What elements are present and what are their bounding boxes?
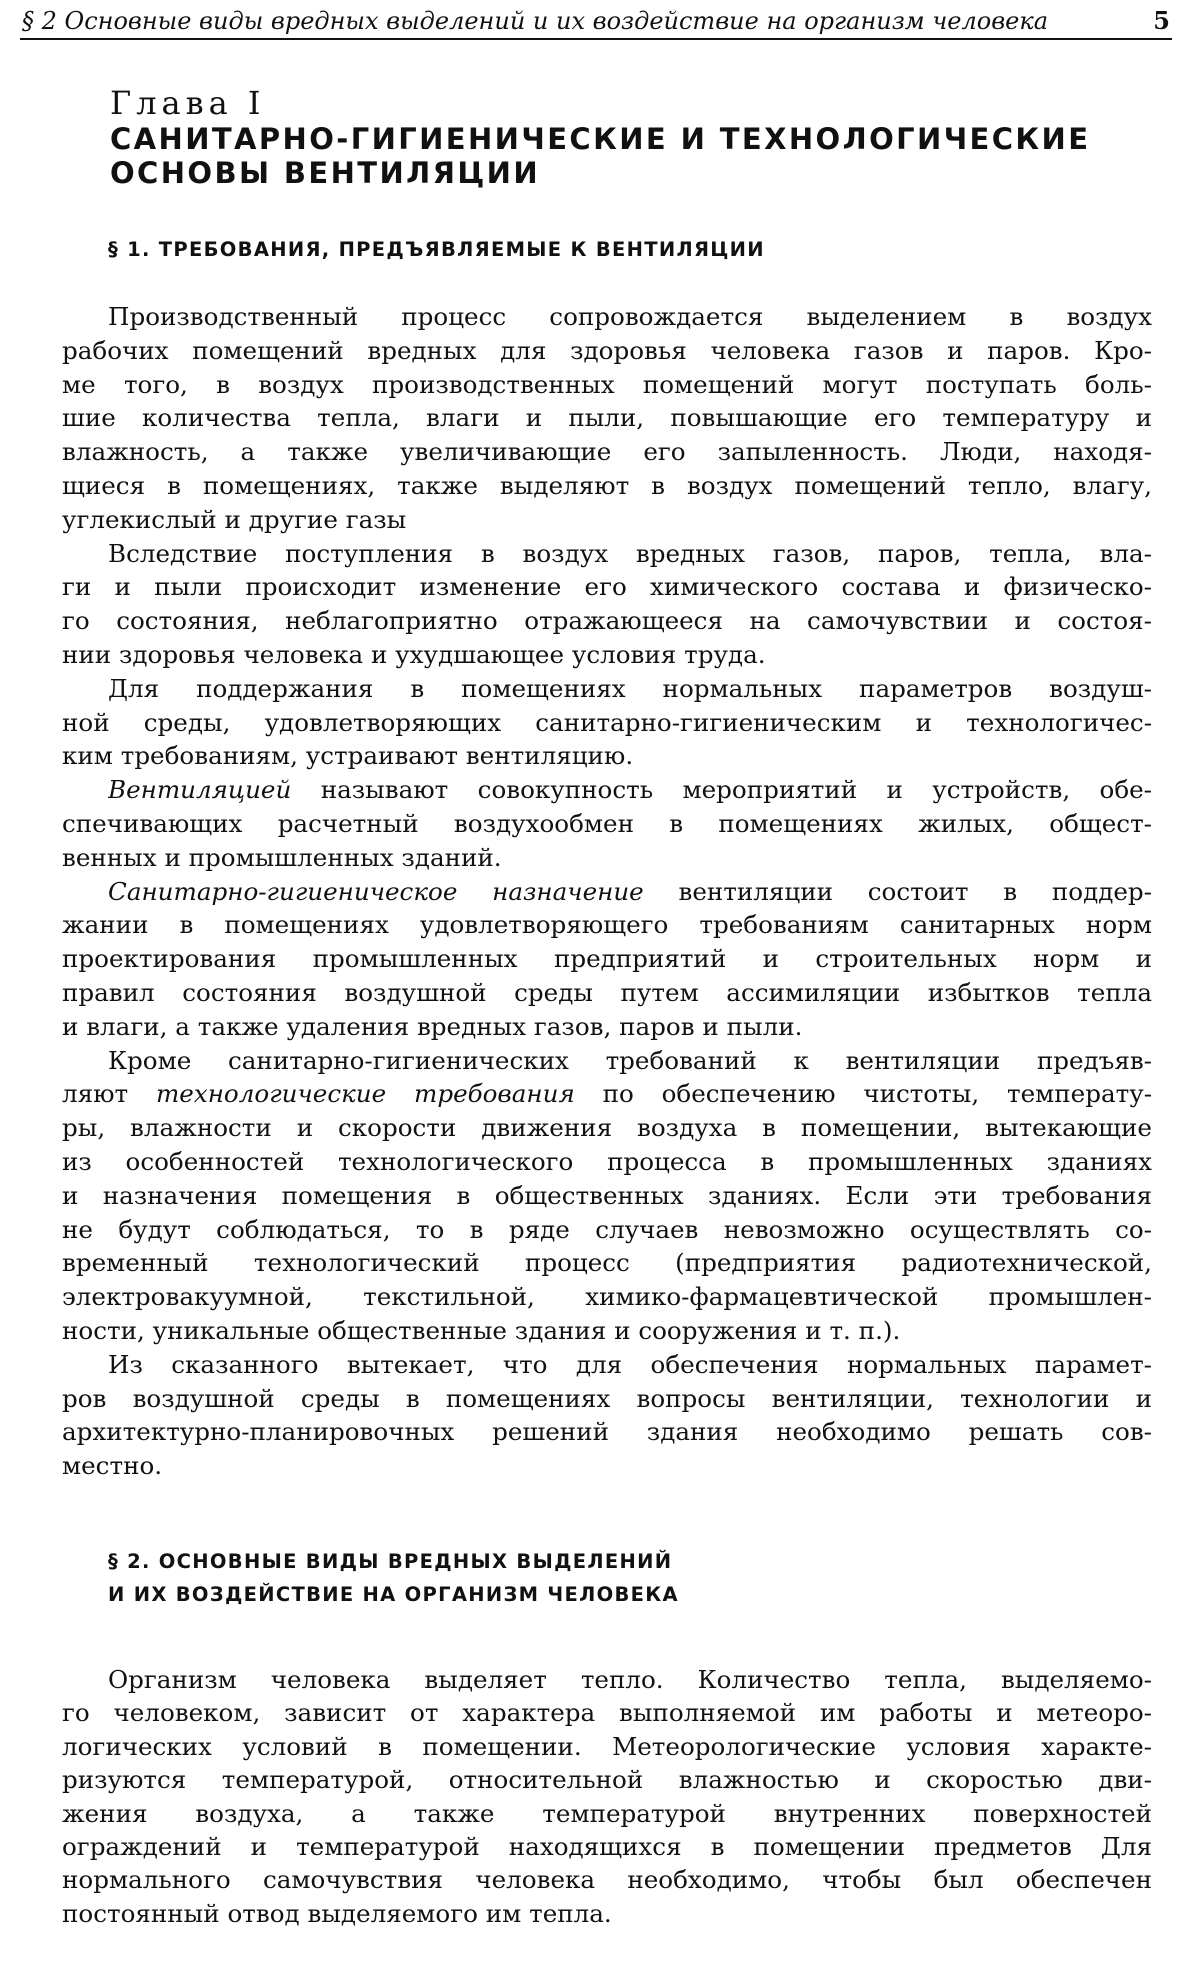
- emphasis: Санитарно-гигиеническое назначение: [108, 877, 644, 906]
- text-line: Производственный процесс сопровождается выделением в воздух: [108, 300, 1152, 334]
- text-line: из особенностей технологического процесса в промышленных зданиях: [62, 1145, 1152, 1179]
- text-line: венных и промышленных зданий.: [62, 841, 1152, 875]
- text-line: ме того, в воздух производственных помещений могут поступать боль-: [62, 368, 1152, 402]
- section-2-body: [0, 1663, 1200, 1930]
- text-line: проектирования промышленных предприятий и строительных норм и: [62, 942, 1152, 976]
- text-line: ров воздушной среды в помещениях вопросы вентиляции, технологии и: [62, 1382, 1152, 1416]
- text-line: логических условий в помещении. Метеорологические условия характе-: [62, 1730, 1152, 1763]
- section-2-heading: [108, 1545, 679, 1611]
- text-line: ности, уникальные общественные здания и сооружения и т. п.).: [62, 1314, 1152, 1348]
- text-fragment: по обеспечению чистоты, температу-: [603, 1079, 1152, 1108]
- text-line: Для поддержания в помещениях нормальных параметров воздуш-: [108, 672, 1152, 706]
- text-line: щиеся в помещениях, также выделяют в воздух помещений тепло, влагу,: [62, 469, 1152, 503]
- text-fragment: вентиляции состоит в поддер-: [678, 877, 1152, 906]
- text-line: правил состояния воздушной среды путем ассимиляции избытков тепла: [62, 976, 1152, 1010]
- text-line: [62, 1077, 1152, 1111]
- book-page: [0, 0, 1200, 1971]
- text-line: и назначения помещения в общественных зданиях. Если эти требования: [62, 1179, 1152, 1213]
- text-line: влажность, а также увеличивающие его запыленность. Люди, находя-: [62, 435, 1152, 469]
- text-fragment: называют совокупность мероприятий и устройств, обе-: [321, 775, 1152, 804]
- text-line: ги и пыли происходит изменение его химического состава и физическо-: [62, 570, 1152, 604]
- section-1-heading: [108, 233, 765, 266]
- running-head: [20, 4, 1172, 40]
- chapter-title-line: САНИТАРНО-ГИГИЕНИЧЕСКИЕ И ТЕХНОЛОГИЧЕСКИЕ: [110, 122, 1110, 156]
- section-2-heading-line: § 2. ОСНОВНЫЕ ВИДЫ ВРЕДНЫХ ВЫДЕЛЕНИЙ: [108, 1545, 679, 1578]
- emphasis: технологические требования: [156, 1079, 575, 1108]
- text-line: Из сказанного вытекает, что для обеспечения нормальных парамет-: [108, 1348, 1152, 1382]
- chapter-label: Глава I: [110, 84, 266, 122]
- text-line: и влаги, а также удаления вредных газов, паров и пыли.: [62, 1010, 1152, 1044]
- section-1-body: [0, 300, 1200, 1483]
- text-fragment: ляют: [62, 1079, 128, 1108]
- text-line: [108, 773, 1152, 807]
- text-line: спечивающих расчетный воздухообмен в помещениях жилых, общест-: [62, 807, 1152, 841]
- text-line: нормального самочувствия человека необходимо, чтобы был обеспечен: [62, 1863, 1152, 1896]
- text-line: рабочих помещений вредных для здоровья человека газов и паров. Кро-: [62, 334, 1152, 368]
- text-line: Вследствие поступления в воздух вредных газов, паров, тепла, вла-: [108, 537, 1152, 571]
- text-line: ограждений и температурой находящихся в помещении предметов Для: [62, 1830, 1152, 1863]
- text-line: жения воздуха, а также температурой внутренних поверхностей: [62, 1797, 1152, 1830]
- text-line: ризуются температурой, относительной влажностью и скоростью дви-: [62, 1763, 1152, 1796]
- text-line: постоянный отвод выделяемого им тепла.: [62, 1897, 1152, 1930]
- text-line: го состояния, неблагоприятно отражающееся на самочувствии и состоя-: [62, 604, 1152, 638]
- text-line: го человеком, зависит от характера выполняемой им работы и метеоро-: [62, 1696, 1152, 1729]
- text-line: ры, влажности и скорости движения воздуха в помещении, вытекающие: [62, 1111, 1152, 1145]
- page-number: 5: [1153, 4, 1170, 38]
- text-line: углекислый и другие газы: [62, 503, 1152, 537]
- text-line: шие количества тепла, влаги и пыли, повышающие его температуру и: [62, 401, 1152, 435]
- text-line: ной среды, удовлетворяющих санитарно-гигиеническим и технологичес-: [62, 706, 1152, 740]
- text-line: [108, 875, 1152, 909]
- section-1-heading-text: § 1. ТРЕБОВАНИЯ, ПРЕДЪЯВЛЯЕМЫЕ К ВЕНТИЛЯЦИИ: [108, 233, 765, 266]
- text-line: жании в помещениях удовлетворяющего требованиям санитарных норм: [62, 908, 1152, 942]
- text-line: архитектурно-планировочных решений здания необходимо решать сов-: [62, 1415, 1152, 1449]
- text-line: Кроме санитарно-гигиенических требований к вентиляции предъяв-: [108, 1044, 1152, 1078]
- text-line: электровакуумной, текстильной, химико-фармацевтической промышлен-: [62, 1280, 1152, 1314]
- text-line: ким требованиям, устраивают вентиляцию.: [62, 739, 1152, 773]
- section-2-heading-line: И ИХ ВОЗДЕЙСТВИЕ НА ОРГАНИЗМ ЧЕЛОВЕКА: [108, 1578, 679, 1611]
- text-line: местно.: [62, 1449, 1152, 1483]
- chapter-title: [110, 122, 1110, 190]
- emphasis: Вентиляцией: [108, 775, 291, 804]
- text-line: Организм человека выделяет тепло. Количество тепла, выделяемо-: [108, 1663, 1152, 1696]
- running-head-title: § 2 Основные виды вредных выделений и их воздействие на организм человека: [22, 4, 1048, 38]
- text-line: временный технологический процесс (предприятия радиотехнической,: [62, 1246, 1152, 1280]
- text-line: нии здоровья человека и ухудшающее условия труда.: [62, 638, 1152, 672]
- text-line: не будут соблюдаться, то в ряде случаев невозможно осуществлять со-: [62, 1213, 1152, 1247]
- chapter-title-line: ОСНОВЫ ВЕНТИЛЯЦИИ: [110, 156, 1110, 190]
